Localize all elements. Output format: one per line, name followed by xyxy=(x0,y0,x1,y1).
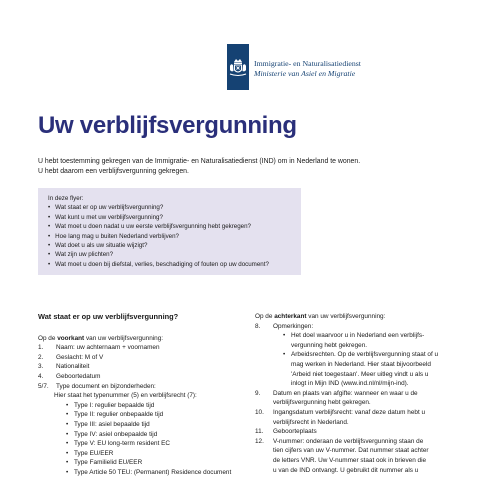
item-text xyxy=(273,389,418,408)
section-heading: Wat staat er op uw verblijfsvergunning? xyxy=(38,312,179,321)
item-text: Geboortedatum xyxy=(56,372,101,380)
item-number: 9. xyxy=(255,389,261,397)
coat-of-arms-icon xyxy=(227,56,249,78)
item-number: 1. xyxy=(38,344,44,352)
type-item-text: Type Article 50 TEU: (Permanent) Residence document xyxy=(74,468,232,476)
remark-line: inlogt in Mijn IND (www.ind.nl/nl/mijn-ind). xyxy=(291,380,409,388)
front-intro-post: van uw verblijfsvergunning: xyxy=(84,334,164,342)
remark-line: Het doel waarvoor u in Nederland een verblijfs- xyxy=(291,332,425,340)
type-item: • Type III: asiel bepaalde tijd xyxy=(66,420,150,428)
item-line: u van de IND ontvangt. U gebruikt dit nummer als u xyxy=(273,466,419,474)
item-line: Datum en plaats van afgifte: wanneer en waar u de xyxy=(273,389,418,397)
type-item: • Type Article 50 TEU: (Permanent) Residence document xyxy=(66,468,232,476)
flyer-item: • Hoe lang mag u buiten Nederland verblijven? xyxy=(48,232,291,241)
item-line: de letters VNR. Uw V-nummer staat ook in brieven die xyxy=(273,456,427,464)
type-item: • Type IV: asiel onbepaalde tijd xyxy=(66,430,158,438)
remark-line: mag werken in Nederland. Hier staat bijvoorbeeld xyxy=(291,360,431,368)
type-item: • Type II: regulier onbepaalde tijd xyxy=(66,411,164,419)
list-item xyxy=(38,362,238,372)
item-number: 10. xyxy=(255,408,264,416)
type-item: • Type EU/EER xyxy=(66,449,114,457)
list-item xyxy=(38,382,238,392)
right-column xyxy=(255,312,465,475)
flyer-item: • Wat kunt u met uw verblijfsvergunning? xyxy=(48,213,291,222)
type-item-text: Type I: regulier bepaalde tijd xyxy=(74,401,155,409)
item-text: Type document en bijzonderheden: xyxy=(56,382,156,390)
list-item xyxy=(255,322,465,332)
type-item-text: Type II: regulier onbepaalde tijd xyxy=(74,411,164,419)
item-text xyxy=(273,437,429,475)
list-item xyxy=(255,437,465,475)
back-intro xyxy=(255,312,465,322)
flyer-item: • Wat doet u als uw situatie wijzigt? xyxy=(48,241,291,250)
remark-bullet: • Arbeidsrechten. Op de verblijfsvergunning staat of u mag werken in Nederland. Hier staat bijvoorbeeld 'Arbeid niet toegestaan'. Meer uitleg vindt u als u inlogt in Mijn IND (www.ind.nl/nl/mijn-ind). xyxy=(283,351,439,388)
org-line-1: Immigratie- en Naturalisatiedienst xyxy=(254,59,361,68)
intro-line-2: U hebt daarom een verblijfsvergunning gekregen. xyxy=(38,168,189,175)
item-number: 3. xyxy=(38,363,44,371)
type-item-text: Type V: EU long-term resident EC xyxy=(74,440,171,448)
remark-bullet: • Het doel waarvoor u in Nederland een verblijfs- vergunning hebt gekregen. xyxy=(283,332,425,349)
list-item xyxy=(38,372,238,382)
item-text xyxy=(273,408,425,427)
item-text: Nationaliteit xyxy=(56,363,90,371)
remark-line: 'Arbeid niet toegestaan'. Meer uitleg vindt u als u xyxy=(291,370,429,378)
flyer-item: • Wat moet u doen bij diefstal, verlies, beschadiging of fouten op uw document? xyxy=(48,260,291,269)
item-line: tien cijfers van uw V-nummer. Dat nummer staat achter xyxy=(273,447,429,455)
back-intro-pre: Op de xyxy=(255,313,275,320)
remark-line: Arbeidsrechten. Op de verblijfsvergunning staat of u xyxy=(291,351,439,359)
item-number: 2. xyxy=(38,353,44,361)
item-text: Geslacht: M of V xyxy=(56,353,104,361)
remark-line: vergunning hebt gekregen. xyxy=(291,341,368,349)
intro-text xyxy=(38,157,458,177)
flyer-list xyxy=(48,203,291,269)
item-text: Opmerkingen: xyxy=(273,322,314,330)
item-line: Ingangsdatum verblijfsrecht: vanaf deze datum hebt u xyxy=(273,408,426,416)
front-intro xyxy=(38,334,238,344)
remark-text xyxy=(291,331,424,350)
front-intro-bold: voorkant xyxy=(57,334,85,342)
list-item xyxy=(255,408,465,427)
item-line: V-nummer: onderaan de verblijfsvergunning staan de xyxy=(273,437,424,445)
item-line: verblijfsrecht in Nederland. xyxy=(273,418,349,426)
left-column xyxy=(38,312,238,478)
flyer-item: • Wat zijn uw plichten? xyxy=(48,250,291,259)
type-item-text: Type EU/EER xyxy=(74,449,114,457)
list-item xyxy=(38,343,238,353)
list-item xyxy=(255,427,465,437)
type-item-text: Type III: asiel bepaalde tijd xyxy=(74,420,150,428)
item-number: 4. xyxy=(38,372,44,380)
type-description: Hier staat het typenummer (5) en verblijfsrecht (7): xyxy=(54,392,197,400)
organization-name xyxy=(254,59,361,79)
item-number: 5/7. xyxy=(38,382,49,390)
page-title: Uw verblijfsvergunning xyxy=(38,112,297,139)
item-number: 11. xyxy=(255,428,264,436)
flyer-heading: In deze flyer: xyxy=(48,195,84,202)
list-item xyxy=(255,389,465,408)
intro-line-1: U hebt toestemming gekregen van de Immigratie- en Naturalisatiedienst (IND) om in Nederland te wonen. xyxy=(38,158,361,165)
type-item: • Type Familielid EU/EER xyxy=(66,459,143,467)
back-intro-bold: achterkant xyxy=(274,313,307,320)
ministry-name: Ministerie van Asiel en Migratie xyxy=(254,69,356,78)
flyer-item: • Wat staat er op uw verblijfsvergunning? xyxy=(48,203,291,212)
type-item-text: Type IV: asiel onbepaalde tijd xyxy=(74,430,158,438)
back-intro-post: van uw verblijfsvergunning: xyxy=(306,313,386,320)
item-text: Naam: uw achternaam + voornamen xyxy=(56,344,160,352)
flyer-item: • Wat moet u doen nadat u uw eerste verblijfsvergunning hebt gekregen? xyxy=(48,222,291,231)
list-item xyxy=(38,353,238,363)
item-number: 12. xyxy=(255,437,264,445)
type-item-text: Type Familielid EU/EER xyxy=(74,459,143,467)
type-item: • Type V: EU long-term resident EC xyxy=(66,440,171,448)
logo-bar xyxy=(227,44,249,90)
flyer-contents-box xyxy=(38,188,301,275)
type-item: • Type I: regulier bepaalde tijd xyxy=(66,401,155,409)
item-text: Geboorteplaats xyxy=(273,428,317,436)
item-number: 8. xyxy=(255,322,261,330)
item-line: verblijfsvergunning hebt gekregen. xyxy=(273,399,371,407)
front-intro-pre: Op de xyxy=(38,334,58,342)
remark-text xyxy=(291,350,438,388)
